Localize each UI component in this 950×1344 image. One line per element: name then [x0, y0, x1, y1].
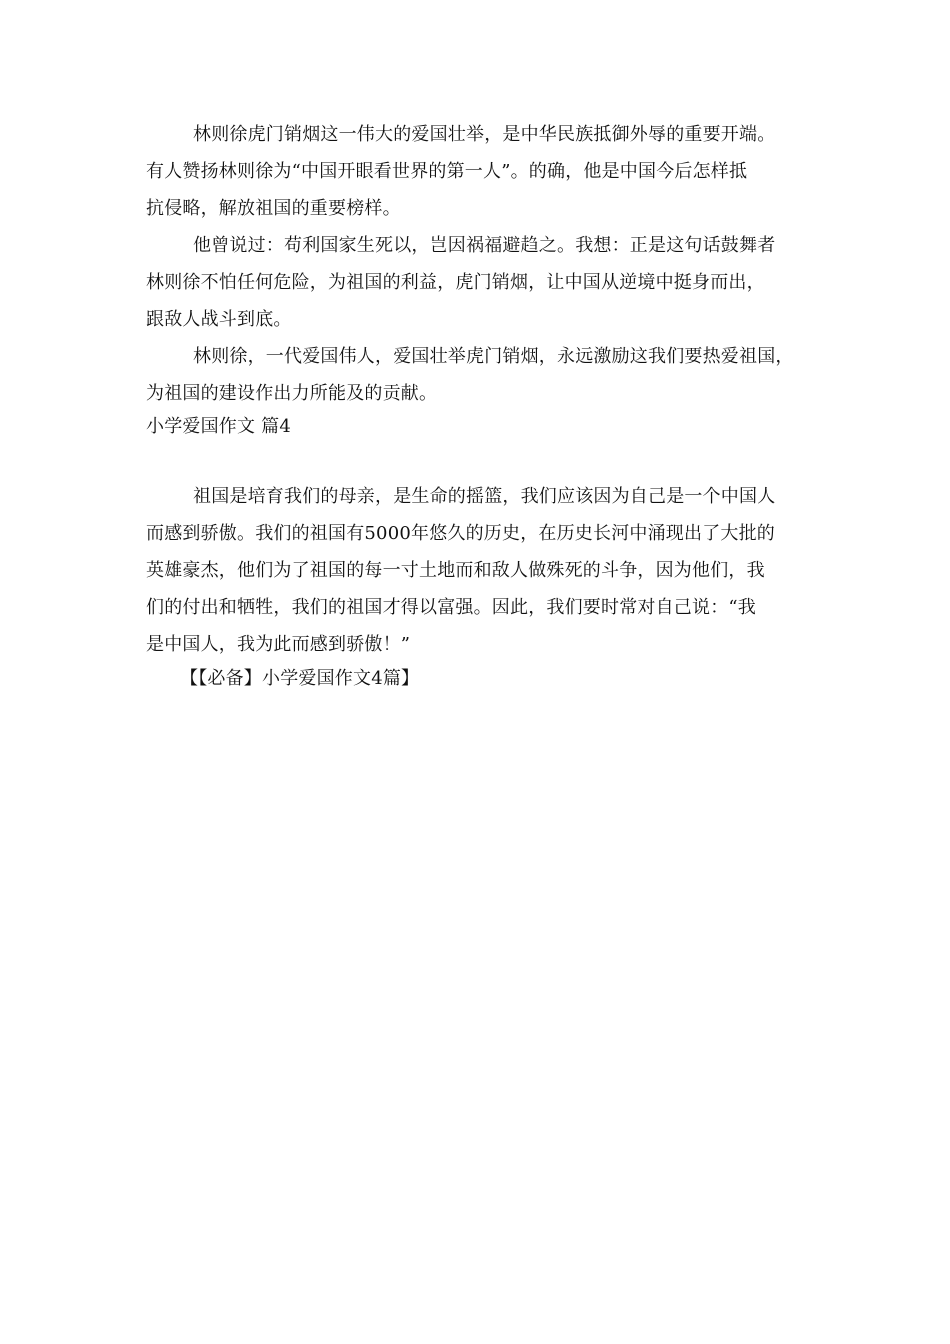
paragraph-4-line-1: 祖国是培育我们的母亲，是生命的摇篮，我们应该因为自己是一个中国人 — [193, 486, 776, 507]
paragraph-3-line-2: 为祖国的建设作出力所能及的贡献。 — [146, 383, 438, 404]
paragraph-4-line-4: 们的付出和牺牲，我们的祖国才得以富强。因此，我们要时常对自己说：“我 — [146, 597, 756, 618]
paragraph-2-line-1: 他曾说过：苟利国家生死以，岂因祸福避趋之。我想：正是这句话鼓舞者 — [193, 235, 776, 256]
paragraph-1-line-1: 林则徐虎门销烟这一伟大的爱国壮举，是中华民族抵御外辱的重要开端。 — [193, 124, 776, 145]
paragraph-2-line-2: 林则徐不怕任何危险，为祖国的利益，虎门销烟，让中国从逆境中挺身而出， — [146, 272, 765, 293]
section-heading: 小学爱国作文 篇4 — [146, 416, 291, 437]
paragraph-4-line-5: 是中国人，我为此而感到骄傲！” — [146, 634, 411, 655]
paragraph-2-line-3: 跟敌人战斗到底。 — [146, 309, 292, 330]
footer-title: 【【必备】小学爱国作文4篇】 — [180, 668, 420, 689]
paragraph-4-line-2: 而感到骄傲。我们的祖国有5000年悠久的历史，在历史长河中涌现出了大批的 — [146, 523, 776, 544]
paragraph-1-line-3: 抗侵略，解放祖国的重要榜样。 — [146, 198, 401, 219]
paragraph-1-line-2: 有人赞扬林则徐为“中国开眼看世界的第一人”。的确，他是中国今后怎样抵 — [146, 161, 748, 182]
paragraph-4-line-3: 英雄豪杰，他们为了祖国的每一寸土地而和敌人做殊死的斗争，因为他们，我 — [146, 560, 765, 581]
paragraph-3-line-1: 林则徐，一代爱国伟人，爱国壮举虎门销烟，永远激励这我们要热爱祖国， — [193, 346, 794, 367]
